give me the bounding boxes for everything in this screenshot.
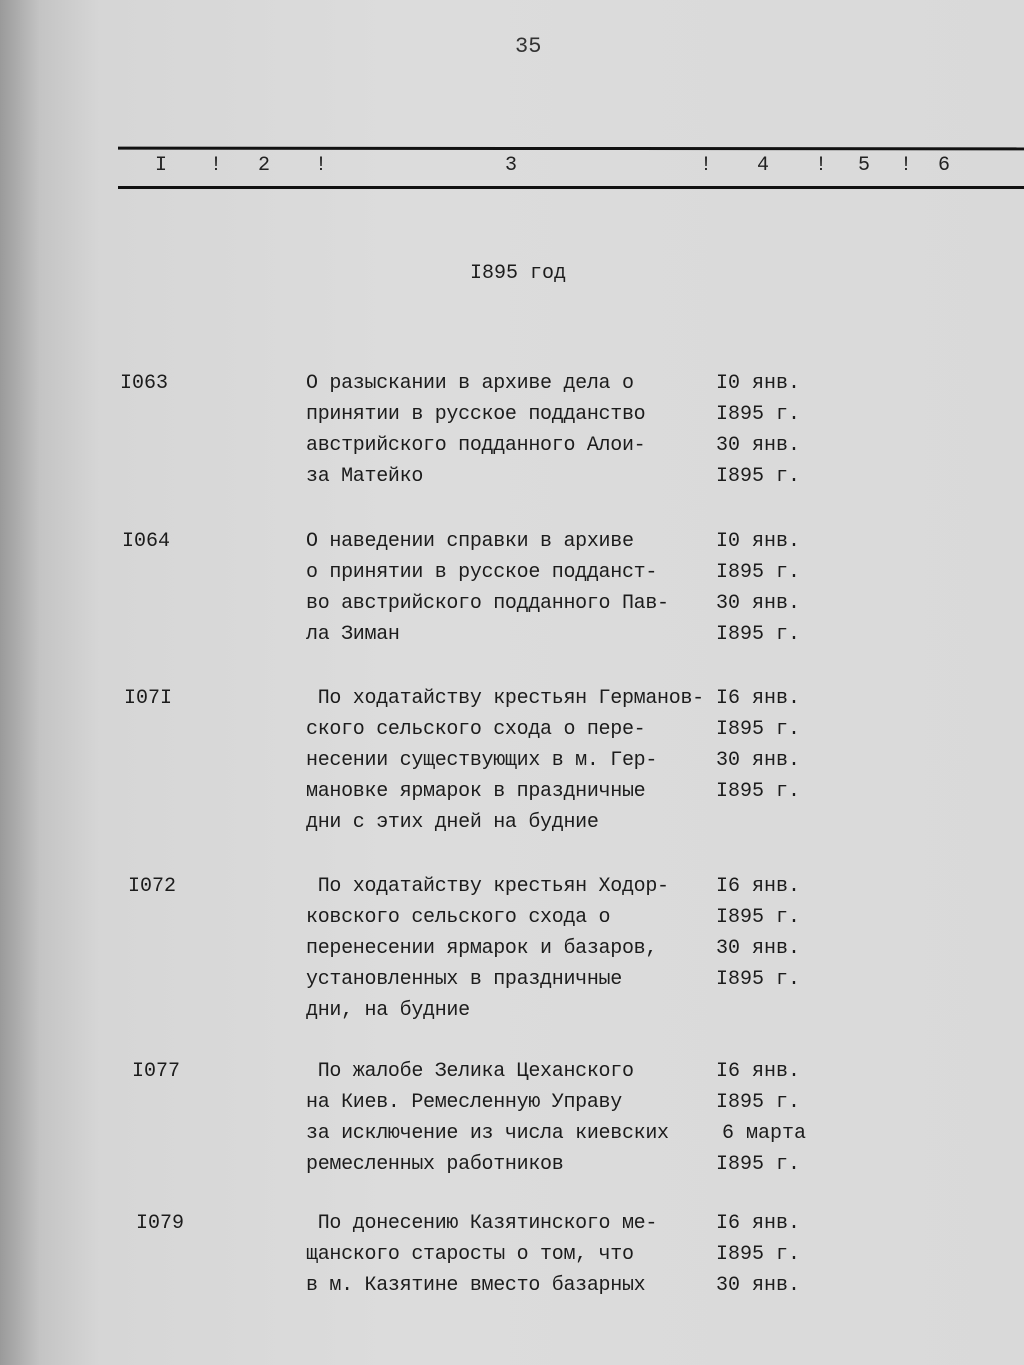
entry-date: I895 г. — [716, 1243, 801, 1266]
entry-text-line: мановке ярмарок в праздничные — [306, 780, 646, 803]
entry-text-line: на Киев. Ремесленную Управу — [306, 1091, 622, 1114]
entry-date: I0 янв. — [716, 372, 801, 395]
column-separator: ! — [900, 154, 913, 177]
entry-text-line: дни, на будние — [306, 999, 470, 1022]
entry-number: I07I — [124, 687, 173, 710]
entry-date: I895 г. — [716, 1091, 801, 1114]
entry-text-line: ского сельского схода о пере- — [306, 718, 646, 741]
entry-number: I079 — [136, 1212, 185, 1235]
entry-date: 30 янв. — [716, 1274, 801, 1297]
entry-date: I6 янв. — [716, 687, 801, 710]
section-year: I895 год — [470, 262, 567, 285]
entry-date: I895 г. — [716, 561, 801, 584]
column-separator: ! — [700, 154, 713, 177]
entry-text-line: По ходатайству крестьян Германов- — [306, 687, 704, 710]
entry-text-line: дни с этих дней на будние — [306, 811, 599, 834]
entry-text-line: о принятии в русское подданст- — [306, 561, 658, 584]
entry-date: I895 г. — [716, 623, 801, 646]
entry-date: I6 янв. — [716, 875, 801, 898]
column-header: 5 — [858, 154, 871, 177]
entry-text-line: за Матейко — [306, 465, 424, 488]
entry-date: I895 г. — [716, 780, 801, 803]
header-bottom-rule — [118, 186, 1024, 189]
entry-date: I6 янв. — [716, 1060, 801, 1083]
entry-text-line: По жалобе Зелика Цеханского — [306, 1060, 634, 1083]
entry-number: I072 — [128, 875, 177, 898]
entry-text-line: установленных в праздничные — [306, 968, 622, 991]
header-top-rule — [118, 147, 1024, 151]
entry-date: I6 янв. — [716, 1212, 801, 1235]
entry-date: I0 янв. — [716, 530, 801, 553]
entry-date: 30 янв. — [716, 434, 801, 457]
entry-text-line: за исключение из числа киевских — [306, 1122, 669, 1145]
column-separator: ! — [815, 154, 828, 177]
entry-text-line: щанского старосты о том, что — [306, 1243, 634, 1266]
entry-number: I064 — [122, 530, 171, 553]
entry-text-line: ремесленных работников — [306, 1153, 564, 1176]
entry-text-line: несении существующих в м. Гер- — [306, 749, 658, 772]
entry-text-line: ла Зиман — [306, 623, 400, 646]
entry-text-line: О разыскании в архиве дела о — [306, 372, 634, 395]
entry-date: I895 г. — [716, 1153, 801, 1176]
entry-number: I063 — [120, 372, 169, 395]
entry-date: 30 янв. — [716, 937, 801, 960]
entry-date: I895 г. — [716, 465, 801, 488]
entry-text-line: австрийского подданного Алои- — [306, 434, 646, 457]
entry-text-line: принятии в русское подданство — [306, 403, 646, 426]
entry-date: I895 г. — [716, 968, 801, 991]
entry-date: I895 г. — [716, 403, 801, 426]
entry-text-line: перенесении ярмарок и базаров, — [306, 937, 658, 960]
column-header: 3 — [505, 154, 518, 177]
entry-text-line: По донесению Казятинского ме- — [306, 1212, 658, 1235]
entry-date: 30 янв. — [716, 592, 801, 615]
entry-text-line: в м. Казятине вместо базарных — [306, 1274, 646, 1297]
column-separator: ! — [210, 154, 223, 177]
page-number: 35 — [515, 34, 542, 59]
column-header: 6 — [938, 154, 951, 177]
column-separator: ! — [315, 154, 328, 177]
entry-date: 6 марта — [722, 1122, 807, 1145]
entry-date: I895 г. — [716, 906, 801, 929]
column-header: I — [155, 154, 168, 177]
column-header: 4 — [757, 154, 770, 177]
entry-date: 30 янв. — [716, 749, 801, 772]
entry-date: I895 г. — [716, 718, 801, 741]
entry-text-line: По ходатайству крестьян Ходор- — [306, 875, 669, 898]
entry-text-line: во австрийского подданного Пав- — [306, 592, 669, 615]
entry-text-line: О наведении справки в архиве — [306, 530, 634, 553]
column-header: 2 — [258, 154, 271, 177]
entry-number: I077 — [132, 1060, 181, 1083]
entry-text-line: ковского сельского схода о — [306, 906, 611, 929]
